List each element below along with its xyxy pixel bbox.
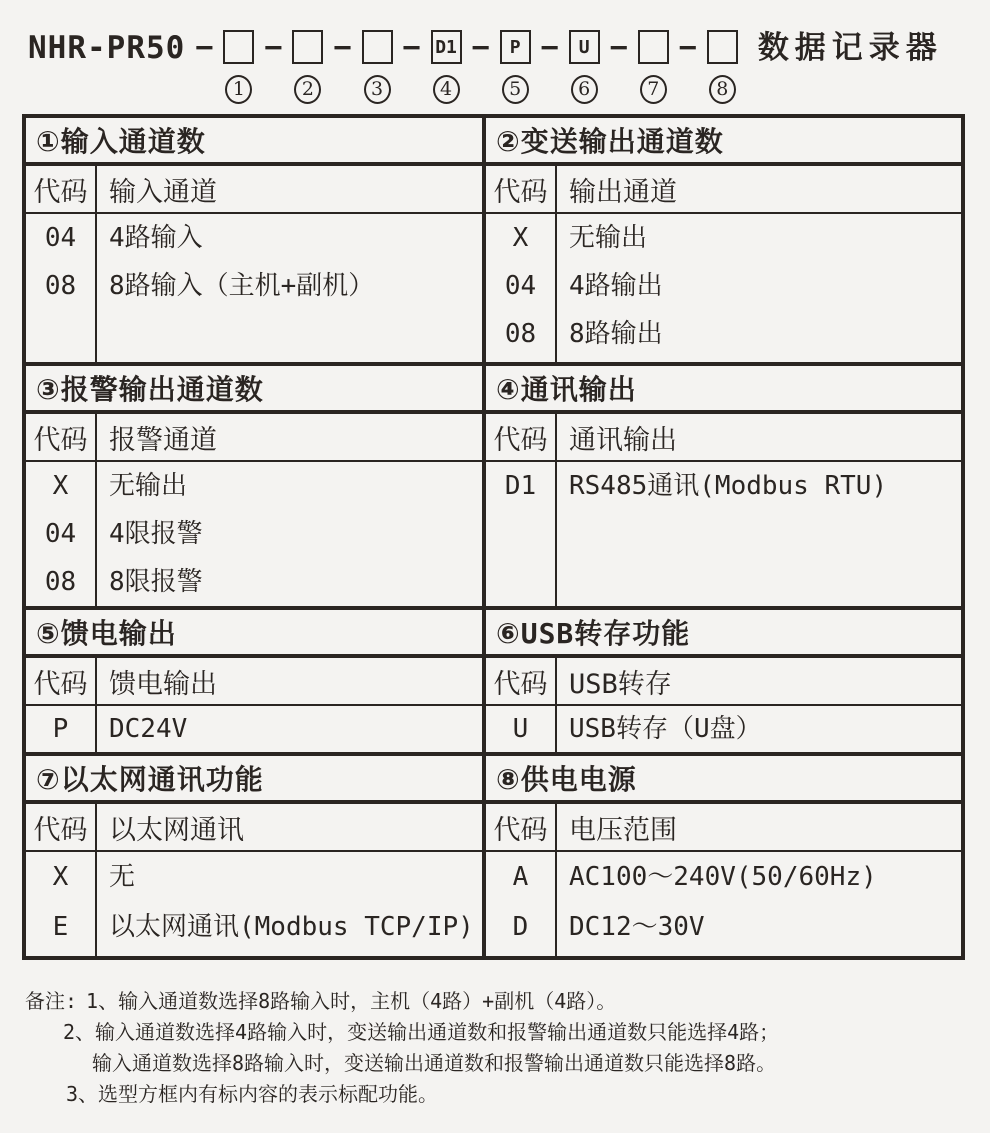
code-cell: 04	[44, 223, 77, 253]
table-group-4	[26, 752, 961, 956]
circled-number-2: 2	[294, 75, 321, 104]
code-box-4: D1	[431, 30, 462, 64]
section-header-row	[26, 658, 482, 706]
dash-separator: −	[333, 30, 352, 65]
dash-separator: −	[264, 30, 283, 65]
code-cell: D1	[504, 471, 537, 501]
code-box-2	[292, 30, 323, 64]
section-title: ⑥USB转存功能	[486, 610, 961, 658]
desc-cell: RS485通讯(Modbus RTU)	[569, 471, 888, 501]
code-column-header: 代码	[26, 414, 97, 460]
circled-number-5: 5	[502, 75, 529, 104]
code-cell: E	[52, 912, 69, 942]
section-title: ③报警输出通道数	[26, 366, 482, 414]
note-line-1	[25, 986, 990, 1017]
code-cell: A	[512, 862, 529, 892]
model-slot-6	[569, 30, 600, 104]
section-title: ②变送输出通道数	[486, 118, 961, 166]
section-body	[26, 462, 482, 606]
section-header-row	[486, 414, 961, 462]
product-name: 数据记录器	[757, 30, 943, 66]
code-cell: 08	[44, 567, 77, 597]
desc-column-header: USB转存	[569, 668, 672, 700]
section-header-row	[486, 658, 961, 706]
section-alarm-output-channels	[26, 366, 482, 606]
desc-column-header: 通讯输出	[569, 424, 677, 456]
desc-cell: 4路输入	[109, 223, 203, 253]
desc-column	[97, 706, 482, 752]
desc-cell: DC24V	[109, 714, 188, 744]
desc-cell: USB转存（U盘）	[569, 714, 762, 744]
code-column-header: 代码	[26, 804, 97, 850]
section-header-row	[486, 166, 961, 214]
code-column	[486, 852, 557, 956]
section-body	[26, 706, 482, 752]
desc-column	[557, 706, 961, 752]
section-title: ①输入通道数	[26, 118, 482, 166]
desc-cell: AC100～240V(50/60Hz)	[569, 862, 877, 892]
section-usb-transfer	[482, 610, 961, 752]
code-box-3	[362, 30, 393, 64]
circled-number-7: 7	[640, 75, 667, 104]
section-header-row	[26, 804, 482, 852]
code-column-header: 代码	[486, 658, 557, 704]
code-cell: 04	[44, 519, 77, 549]
section-input-channels	[26, 118, 482, 362]
desc-column-header: 以太网通讯	[109, 814, 244, 846]
note-text: 2、输入通道数选择4路输入时，变送输出通道数和报警输出通道数只能选择4路；	[63, 1020, 780, 1044]
desc-column	[557, 462, 961, 606]
section-header-row	[486, 804, 961, 852]
code-cell: D	[512, 912, 529, 942]
circled-number-8: 8	[709, 75, 736, 104]
code-column	[486, 706, 557, 752]
code-cell: X	[512, 223, 529, 253]
model-slot-4	[431, 30, 462, 104]
desc-column-header: 电压范围	[569, 814, 677, 846]
desc-cell: 8路输出	[569, 319, 663, 349]
code-cell: 04	[504, 271, 537, 301]
section-power-feed-output	[26, 610, 482, 752]
desc-column-header: 输出通道	[569, 176, 677, 208]
desc-cell: 无输出	[569, 223, 648, 253]
code-column	[26, 706, 97, 752]
code-cell: P	[52, 714, 69, 744]
notes-label: 备注:	[25, 989, 78, 1013]
model-slot-2	[292, 30, 323, 104]
section-title: ⑦以太网通讯功能	[26, 756, 482, 804]
desc-column	[97, 462, 482, 606]
section-body	[26, 852, 482, 956]
section-header-row	[26, 166, 482, 214]
desc-cell: 4限报警	[109, 519, 203, 549]
circled-number-6: 6	[571, 75, 598, 104]
model-code-line	[0, 0, 990, 104]
section-body	[486, 214, 961, 362]
code-column	[486, 462, 557, 606]
code-cell: U	[512, 714, 529, 744]
desc-cell: 以太网通讯(Modbus TCP/IP)	[109, 912, 474, 942]
note-text: 输入通道数选择8路输入时，变送输出通道数和报警输出通道数只能选择8路。	[92, 1051, 777, 1075]
desc-column	[97, 852, 482, 956]
circled-number-3: 3	[364, 75, 391, 104]
code-box-6: U	[569, 30, 600, 64]
note-line-3	[66, 1079, 990, 1110]
code-column	[26, 214, 97, 362]
code-cell: 08	[504, 319, 537, 349]
code-box-1	[223, 30, 254, 64]
note-line-2-continued	[92, 1048, 990, 1079]
desc-column	[557, 852, 961, 956]
code-cell: X	[52, 862, 69, 892]
note-text: 3、选型方框内有标内容的表示标配功能。	[66, 1082, 439, 1106]
table-group-1	[26, 118, 961, 362]
model-slot-5	[500, 30, 531, 104]
section-title: ⑧供电电源	[486, 756, 961, 804]
model-prefix: NHR-PR50	[28, 30, 186, 66]
desc-column	[97, 214, 482, 362]
model-slot-7	[638, 30, 669, 104]
code-column	[26, 852, 97, 956]
section-body	[26, 214, 482, 362]
code-column-header: 代码	[26, 658, 97, 704]
notes	[0, 986, 990, 1110]
ordering-spec-table	[22, 114, 965, 960]
code-box-8	[707, 30, 738, 64]
code-column-header: 代码	[486, 166, 557, 212]
dash-separator: −	[678, 30, 697, 65]
model-slot-8	[707, 30, 738, 104]
desc-cell: DC12～30V	[569, 912, 705, 942]
section-power-supply	[482, 756, 961, 956]
section-body	[486, 462, 961, 606]
desc-cell: 8路输入（主机+副机）	[109, 271, 375, 301]
table-group-3	[26, 606, 961, 752]
desc-cell: 无输出	[109, 471, 188, 501]
desc-cell: 4路输出	[569, 271, 663, 301]
code-cell: 08	[44, 271, 77, 301]
code-column-header: 代码	[26, 166, 97, 212]
code-box-5: P	[500, 30, 531, 64]
code-cell: X	[52, 471, 69, 501]
dash-separator: −	[402, 30, 421, 65]
desc-cell: 8限报警	[109, 567, 203, 597]
table-group-2	[26, 362, 961, 606]
desc-column	[557, 214, 961, 362]
dash-separator: −	[471, 30, 490, 65]
desc-column-header: 馈电输出	[109, 668, 217, 700]
note-text: 1、输入通道数选择8路输入时，主机（4路）+副机（4路）。	[86, 989, 617, 1013]
code-column-header: 代码	[486, 804, 557, 850]
section-title: ④通讯输出	[486, 366, 961, 414]
section-body	[486, 852, 961, 956]
section-comm-output	[482, 366, 961, 606]
section-ethernet-comm	[26, 756, 482, 956]
circled-number-1: 1	[225, 75, 252, 104]
desc-column-header: 输入通道	[109, 176, 217, 208]
model-slot-1	[223, 30, 254, 104]
code-box-7	[638, 30, 669, 64]
code-column	[26, 462, 97, 606]
code-column	[486, 214, 557, 362]
circled-number-4: 4	[433, 75, 460, 104]
section-transmit-output-channels	[482, 118, 961, 362]
note-line-2	[63, 1017, 990, 1048]
section-title: ⑤馈电输出	[26, 610, 482, 658]
desc-column-header: 报警通道	[109, 424, 217, 456]
section-header-row	[26, 414, 482, 462]
section-body	[486, 706, 961, 752]
dash-separator: −	[609, 30, 628, 65]
dash-separator: −	[195, 30, 214, 65]
code-column-header: 代码	[486, 414, 557, 460]
desc-cell: 无	[109, 862, 136, 892]
dash-separator: −	[540, 30, 559, 65]
model-slot-3	[362, 30, 393, 104]
